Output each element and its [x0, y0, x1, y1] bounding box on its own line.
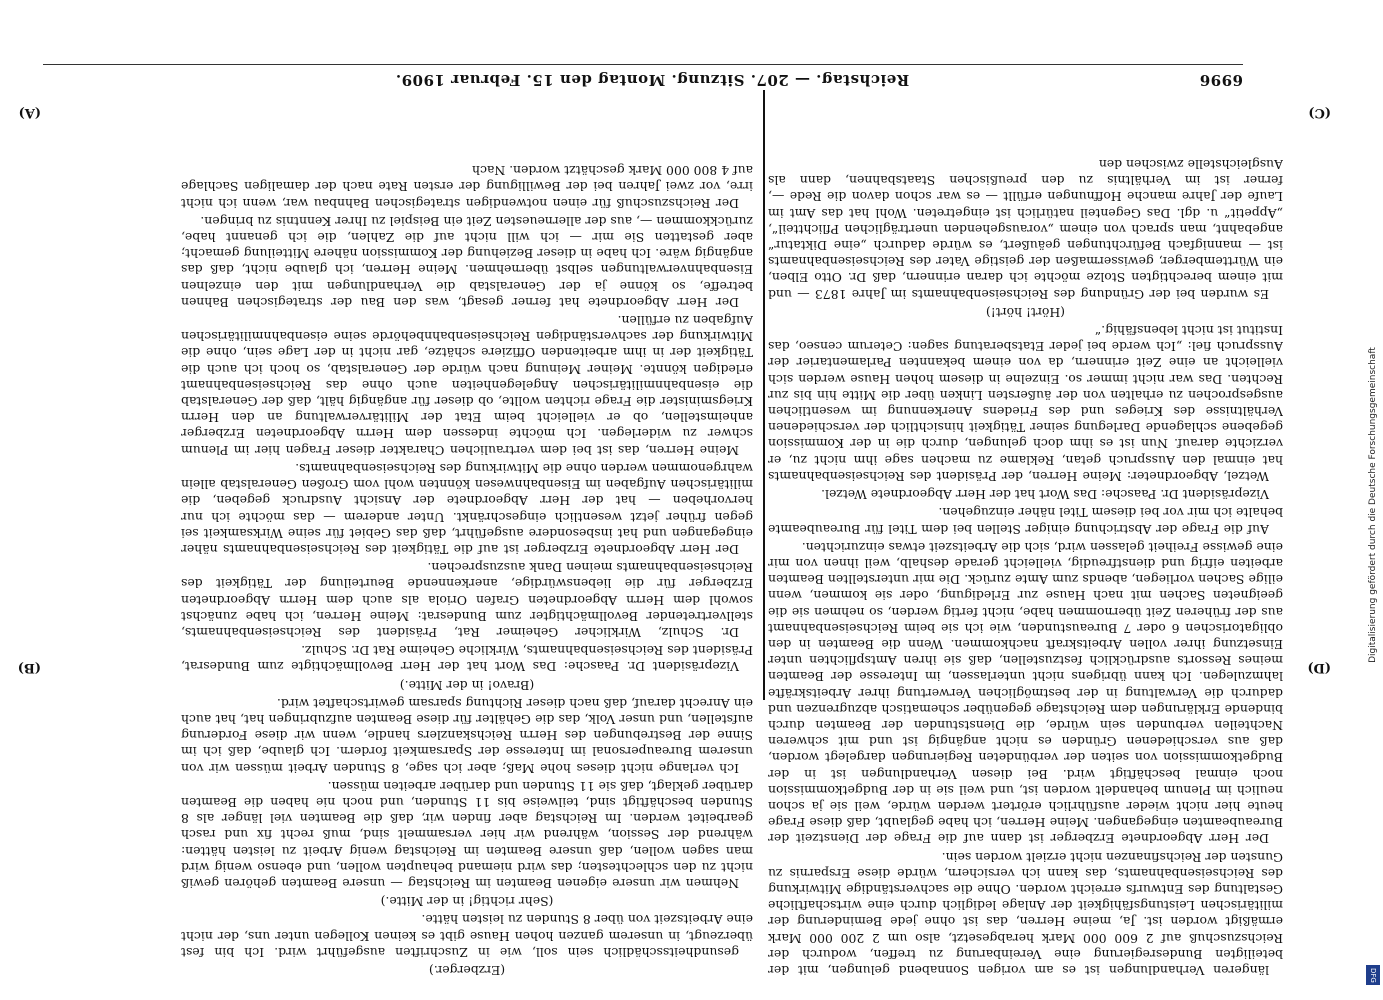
margin-letter-d: (D): [1307, 660, 1331, 675]
left-column-paragraph: Vizepräsident Dr. Paasche: Das Wort hat der Herr Bevollmächtigte zum Bundesrat, Präsident des Reichseisenbahnamts, Wirkliche Geheime Rat Dr. Schulz.: [181, 643, 753, 675]
page-number: 6996: [1199, 71, 1243, 89]
left-column-paragraph: gesundheitsschädlich sein soll, wie in Zuschriften ausgeführt wird. Ich bin fest überzeugt, in unserem ganzen hohen Hause gibt es keinen Kollegen unter uns, der nicht eine Arbeitszeit von über 8 Stunden zu leisten hätte.: [181, 912, 753, 960]
left-column-paragraph: Nehmen wir unsere eigenen Beamten im Reichstag — unsere Beamten gehören gewiß nicht zu den schlechtesten; das wird niemand behaupten wollen, und ebenso wenig wird man sagen wollen, daß unsere Beamten im Reichstag wenig Arbeit zu leisten hätten: während der Session, während wir hier versammelt sind, muß recht fix und rasch gearbeitet werden. Im Reichstag aber finden wir, daß die Beamten viel länger als 8 Stunden beschäftigt sind, teilweise bis 11 Stunden, und noch nie haben die Beamten darüber geklagt, daß sie 11 Stunden und darüber arbeiten müssen.: [181, 778, 753, 891]
right-column-paragraph: Auf die Frage der Abstrichung einiger Stellen bei dem Titel für Bureaubeamte behalte ich mir vor bei diesem Titel näher einzugehen.: [768, 505, 1283, 537]
right-column-paragraph: Wetzel, Abgeordneter: Meine Herren, der Präsident des Reichseisenbahnamts hat einmal den Ausspruch getan, Reklame zu machen sage ihm nicht zu, er verzichte darauf. Nun ist es ihm doch gelungen, durch die in der Kommission gegebene schlagende Darlegung seiner Tätigkeit hinsichtlich der verschiedenen Verhältnisse des Krieges und des Friedens Anerkennung im wesentlichen ausgesprochen zu erhalten von der äußersten Linken über die Mitte hin bis zur Rechten. Das war nicht immer so. Einzelne in diesem hohen Hause werden sich vielleicht an eine Zeit erinnern, da von einem bekannten Parlamentarier der Ausspruch fiel: „Ich werde bei jeder Etatsberatung sagen: Ceterum censeo, das Institut ist nicht lebensfähig.“: [768, 323, 1283, 484]
right-column-paragraph: (Hört! hört!): [985, 304, 1066, 320]
left-text-column: [181, 98, 753, 978]
left-column-paragraph: Dr. Schulz, Wirklicher Geheimer Rat, Präsident des Reichseisenbahnamts, stellvertretender Bevollmächtigter zum Bundesrat: Meine Herren, ich habe zunächst sowohl dem Herrn Abgeordneten Grafen Oriola als auch dem Herrn Abgeordneten Erzberger für die liebenswürdige, anerkennende Beurteilung der Tätigkeit des Reichseisenbahnamts meinen Dank auszusprechen.: [181, 560, 753, 640]
right-column-paragraph: Der Herr Abgeordnete Erzberger ist dann auf die Frage der Dienstzeit der Bureaubeamten eingegangen. Meine Herren, ich habe geglaubt, daß diese Frage heute hier nicht wieder ausführlich erörtert werden würde, weil sie ja schon neulich im Plenum behandelt worden ist, und weil sie in der Budgetkommission noch einmal beschäftigt wird. Bei diesen Verhandlungen ist in der Budgetkommission von seiten der verbündeten Regierungen dargelegt worden, daß aus verschiedenen Gründen es nicht angängig ist und mit schweren Nachteilen verbunden sein würde, die Dienststunden der Beamten durch bindende Erklärungen dem Reichstage gegenüber schematisch abzugrenzen und dadurch die Verwaltung in der bestmöglichen Verwertung ihrer Arbeitskräfte lahmzulegen. Ich kann übrigens nicht unterlassen, im Interesse der Beamten meines Ressorts ausdrücklich festzustellen, daß sie ihren Amtspflichten unter Einsetzung ihrer vollen Arbeitskraft nachkommen. Wenn die Beamten in den obligatorischen 6 oder 7 Bureaustunden, wie ich sie beim Reichseisenbahnamt aus der früheren Zeit übernommen habe, nicht fertig werden, so nehmen sie die geeigneten Sachen mit nach Hause zur Erledigung, oder sie kommen, wenn eilige Sachen vorliegen, abends zum Amte zurück. Die mir unterstellten Beamten arbeiten eifrig und dienstfreudig, vielleicht gerade deshalb, weil ihnen von mir eine gewisse Freiheit gelassen wird, sich die Arbeitszeit etwas einzurichten.: [768, 539, 1283, 847]
left-column-paragraph: (Erzberger.): [428, 963, 506, 978]
left-column-paragraph: Ich verlange nicht dieses hohe Maß; aber ich sage, 8 Stunden Arbeit müssen wir von unserem Bureaupersonal im Interesse der Sparsamkeit fordern. Ich glaube, daß ich im Sinne der Bestrebungen des Herrn Reichskanzlers handle, wenn wir diese Forderung aufstellen, und unser Volk, das die Gehälter für diese Beamten aufzubringen hat, hat auch ein Anrecht darauf, daß nach dieser Richtung sparsam gewirtschaftet wird.: [181, 695, 753, 776]
header-rule: [43, 64, 1243, 65]
left-column-paragraph: Meine Herren, das ist bei dem vertraulichen Charakter dieser Fragen hier im Plenum schwer zu widerlegen. Ich möchte indessen dem Herrn Abgeordneten Erzberger anheimstellen, ob er vielleicht beim Etat der Militärverwaltung an den Herrn Kriegsminister die Frage richten wollte, ob dieser für angängig hält, daß der Generalstab die eisenbahnmilitärischen Angelegenheiten auch ohne das Reichseisenbahnamt erledigen könnte. Meiner Meinung nach würde der Generalstab, so hoch ich auch die Tätigkeit der in ihm arbeitenden Offiziere schätze, gar nicht in der Lage sein, ohne die Mitwirkung der sachverständigen Reichseisenbahnbehörde seine eisenbahnmilitärischen Aufgaben zu erfüllen.: [181, 313, 753, 458]
dfg-logo: DFG: [1366, 965, 1380, 985]
column-divider: [763, 90, 765, 700]
right-text-column: [768, 98, 1283, 978]
right-column-paragraph: Vizepräsident Dr. Paasche: Das Wort hat der Herr Abgeordnete Wetzel.: [821, 487, 1269, 503]
margin-letter-b: (B): [17, 660, 41, 675]
digitization-credit-text: Digitalisierung gefördert durch die Deutsche Forschungsgemeinschaft: [1368, 347, 1378, 663]
page-header: [43, 65, 1243, 95]
margin-letter-c: (C): [1308, 105, 1331, 120]
left-column-paragraph: (Bravo! in der Mitte.): [399, 677, 535, 693]
left-column-paragraph: (Sehr richtig! in der Mitte.): [380, 894, 554, 910]
right-column-paragraph: längeren Verhandlungen ist es am vorigen Sonnabend gelungen, mit der beteiligten Bundesregierung eine Vereinbarung zu treffen, wodurch der Reichszuschuß auf 2 600 000 Mark herabgesetzt, also um 2 200 000 Mark ermäßigt worden ist. Ja, meine Herren, das ist ohne jede Beminderung der militärischen Leistungsfähigkeit der Anlage lediglich durch eine wirtschaftliche Gestaltung des Entwurfs erreicht worden. Ohne die sachverständige Mitwirkung des Reichseisenbahnamts, das kann ich versichern, würde diese Ersparnis zu Gunsten der Reichsfinanzen nicht erzielt worden sein.: [768, 849, 1283, 978]
margin-letter-a: (A): [18, 105, 41, 120]
right-column-paragraph: Es wurden bei der Gründung des Reichseisenbahnamts im Jahre 1873 — und mit einem berechtigten Stolze möchte ich daran erinnern, daß Dr. Otto Elben, ein Württemberger, gewissermaßen der geistige Vater des Reichseisenbahnamts ist — mannigfach Befürchtungen geäußert, es würde dadurch „eine Diktatur“ angebahnt, man sprach von einem „vorausgehenden unerträglichen Pflichtteil“, „Appetit“ u. dgl. Das Gegenteil natürlich ist eingetreten. Wohl hat das Amt im Laufe der Jahre manche Hoffnungen erfüllt — es war schon davon die Rede —, ferner ist im Verhältnis zu den preußischen Staatsbahnen, dann als Ausgleichstelle zwischen den: [768, 157, 1283, 302]
left-column-paragraph: Der Reichszuschuß für einen notwendigen strategischen Bahnbau war, wenn ich nicht irre, vor zwei Jahren bei der Bewilligung der ersten Rate nach der damaligen Sachlage auf 4 800 000 Mark geschätzt worden. Nach: [181, 163, 753, 211]
digitization-credit: [1368, 0, 1380, 1000]
header-title: Reichstag. — 207. Sitzung. Montag den 15. Februar 1909.: [395, 71, 910, 89]
left-column-paragraph: Der Herr Abgeordnete Erzberger ist auf die Tätigkeit des Reichseisenbahnamts näher eingegangen und hat insbesondere ausgeführt, daß das Gebiet für seine Wirksamkeit sei gegen früher jetzt wesentlich eingeschränkt. Unter anderem — das möchte ich nur hervorheben — hat der Herr Abgeordnete der Ansicht Ausdruck gegeben, die militärischen Aufgaben im Eisenbahnwesen könnten wohl vom Großen Generalstab allein wahrgenommen werden ohne die Mitwirkung des Reichseisenbahnamts.: [181, 460, 753, 557]
left-column-paragraph: Der Herr Abgeordnete hat ferner gesagt, was den Bau der strategischen Bahnen betreffe, so könne ja der Generalstab die Verhandlungen mit den einzelnen Eisenbahnverwaltungen selbst übernehmen. Meine Herren, ich glaube nicht, daß das angängig wäre. Ich habe in dieser Beziehung der Kommission nähere Mitteilung gemacht; aber gestatten Sie mir — ich will nicht auf die Zahlen, die ich genannt habe, zurückkommen —, aus der allerneuesten Zeit ein Beispiel zu Ihrer Kenntnis zu bringen.: [181, 213, 753, 310]
